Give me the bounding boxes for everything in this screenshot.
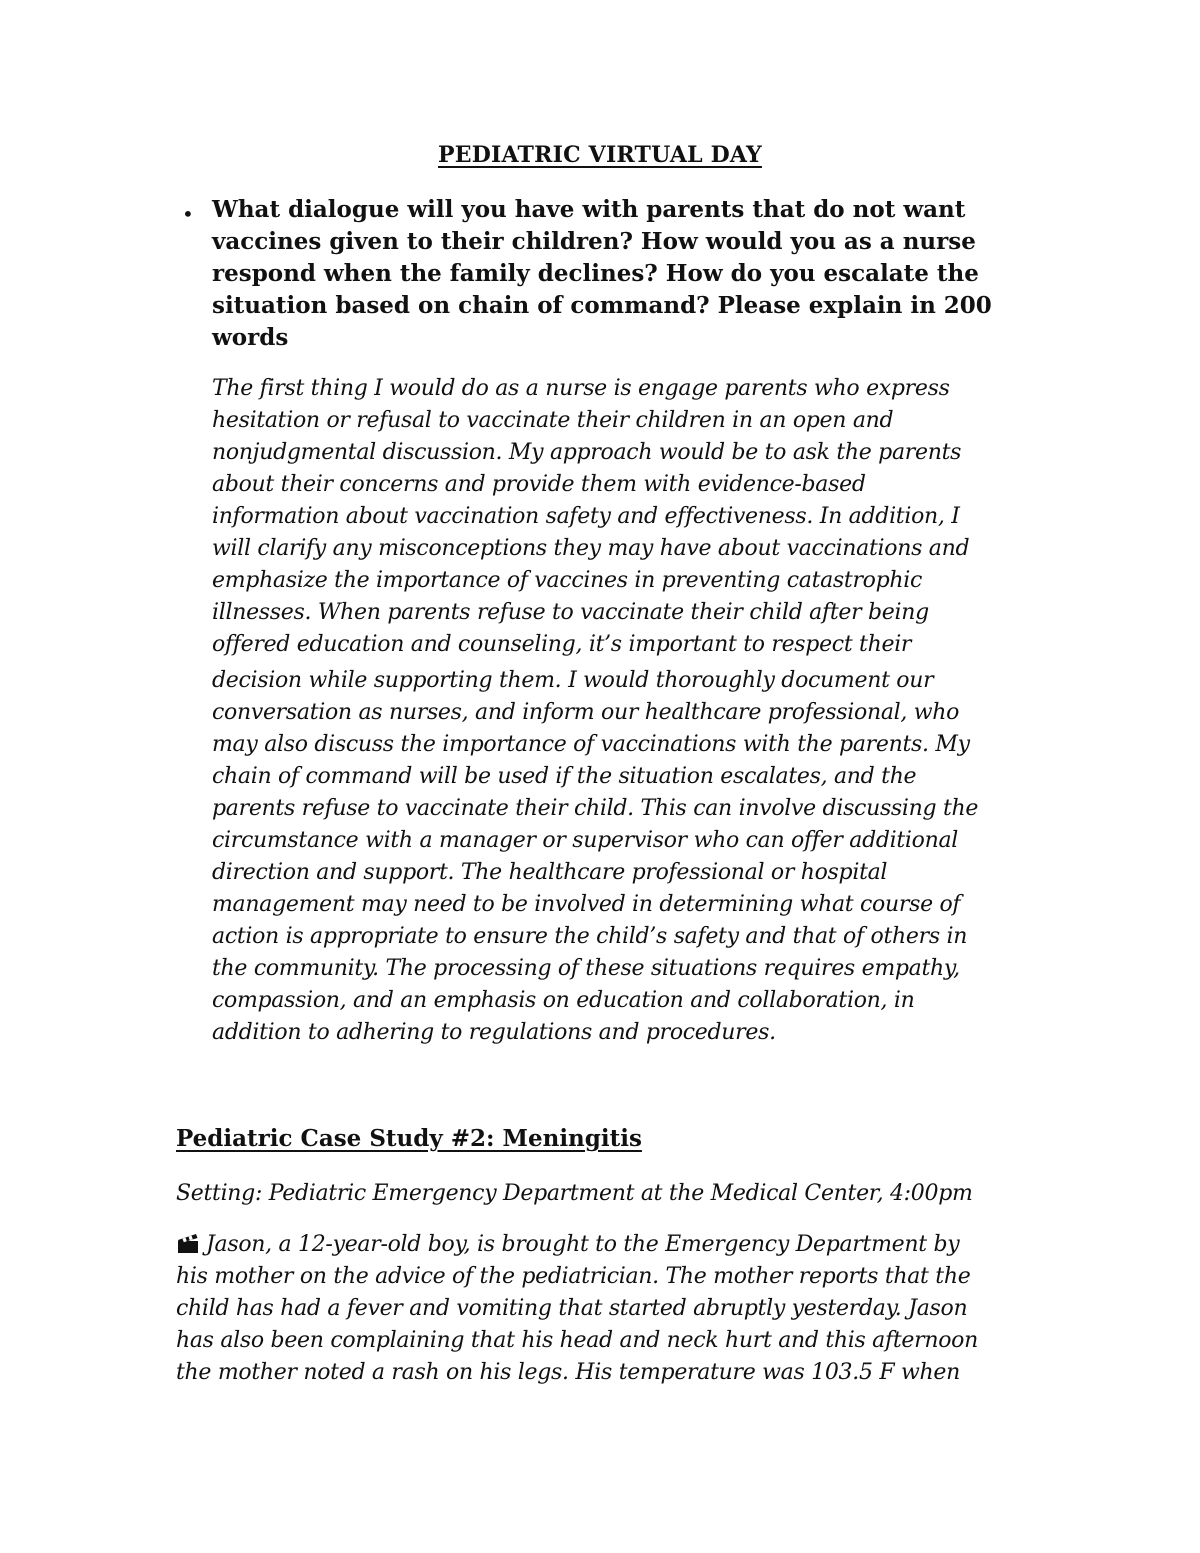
answer-line: illnesses. When parents refuse to vaccinate their child after being [212,600,929,625]
case-study-heading: Pediatric Case Study #2: Meningitis [176,1125,642,1152]
case-line: the mother noted a rash on his legs. His temperature was 103.5 F when [176,1360,960,1385]
case-line: his mother on the advice of the pediatrician. The mother reports that the [176,1264,971,1289]
case-line-text: Jason, a 12-year-old boy, is brought to the Emergency Department by [206,1232,960,1257]
answer-line: management may need to be involved in determining what course of [212,892,961,917]
case-line [176,1229,1026,1261]
answer-line: action is appropriate to ensure the child’s safety and that of others in [212,924,968,949]
answer-line: The first thing I would do as a nurse is engage parents who express [212,376,950,401]
answer-line: chain of command will be used if the situation escalates, and the [212,764,917,789]
answer-line: decision while supporting them. I would thoroughly document our [212,668,934,693]
question-block [182,194,1022,354]
case-line: child has had a fever and vomiting that started abruptly yesterday. Jason [176,1296,968,1321]
answer-line: emphasize the importance of vaccines in preventing catastrophic [212,568,923,593]
answer-line: offered education and counseling, it’s important to respect their [212,632,912,657]
answer-line: information about vaccination safety and effectiveness. In addition, I [212,504,960,529]
answer-line: compassion, and an emphasis on education and collaboration, in [212,988,915,1013]
page-title: PEDIATRIC VIRTUAL DAY [438,142,762,168]
case-setting: Setting: Pediatric Emergency Department at the Medical Center, 4:00pm [176,1181,973,1206]
case-body [176,1229,1026,1389]
answer-line: parents refuse to vaccinate their child. This can involve discussing the [212,796,979,821]
answer-line: nonjudgmental discussion. My approach would be to ask the parents [212,440,962,465]
answer-line: the community. The processing of these situations requires empathy, [212,956,960,981]
answer-line: hesitation or refusal to vaccinate their children in an open and [212,408,894,433]
answer-line: circumstance with a manager or supervisor who can offer additional [212,828,959,853]
answer-line: direction and support. The healthcare professional or hospital [212,860,888,885]
answer-line: will clarify any misconceptions they may have about vaccinations and [212,536,970,561]
question-text: What dialogue will you have with parents that do not want vaccines given to their children? How would you as a nurse respond when the family declines? How do you escalate the situation based on chain of command? Please explain in 200 words [212,196,992,351]
answer-line: about their concerns and provide them with evidence-based [212,472,866,497]
clapperboard-icon [176,1232,200,1254]
answer-line: conversation as nurses, and inform our healthcare professional, who [212,700,960,725]
answer-paragraph [212,373,1022,1049]
case-line: has also been complaining that his head and neck hurt and this afternoon [176,1328,978,1353]
answer-line: may also discuss the importance of vaccinations with the parents. My [212,732,970,757]
bullet-icon: • [182,202,194,226]
answer-line: addition to adhering to regulations and procedures. [212,1020,776,1045]
